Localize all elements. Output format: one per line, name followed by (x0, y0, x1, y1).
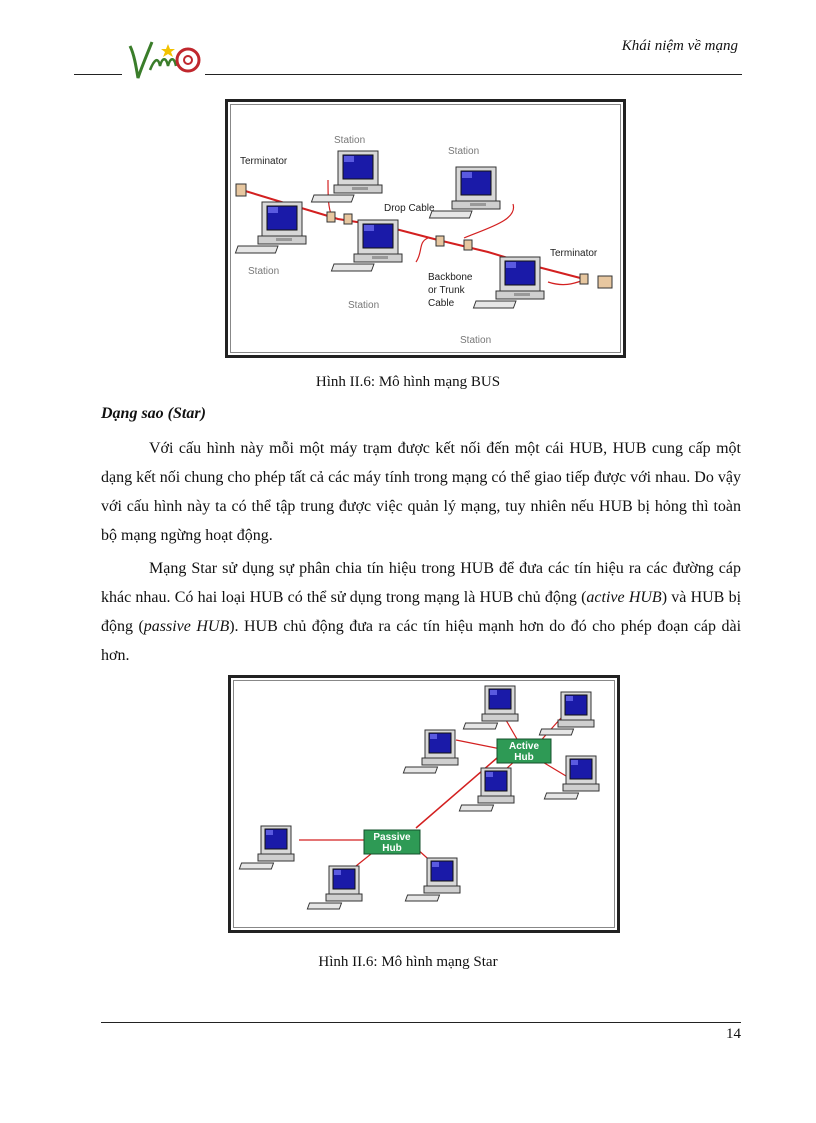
paragraph-1: Với cấu hình này mỗi một máy trạm được kết nối đến một cái HUB, HUB cung cấp một dạng kết nối chung cho phép tất cả các máy tính trong mạng có thể giao tiếp được với nhau. Do vậy với cấu hình này ta có thể tập trung được việc quản lý mạng, tuy nhiên nếu HUB bị hỏng thì toàn bộ mạng ngừng hoạt động. (101, 440, 741, 544)
logo (124, 34, 204, 84)
active-hub-label-1: Active (508, 741, 540, 752)
station-icon (429, 167, 500, 218)
section-heading: Dạng sao (Star) (101, 405, 206, 422)
station-icon (311, 151, 382, 202)
active-hub-label-2: Hub (514, 752, 534, 763)
passive-hub-label-1: Passive (373, 832, 411, 843)
computer-icon (544, 756, 599, 799)
bus-network-figure (225, 99, 626, 358)
computer-icon (239, 826, 294, 869)
computer-icon (539, 692, 594, 735)
station-icon (473, 257, 544, 308)
footer-rule (101, 1022, 741, 1023)
computer-icon (403, 730, 458, 773)
station-icon (235, 202, 306, 253)
header-title: Khái niệm về mạng (621, 38, 738, 54)
terminator-right-icon (598, 276, 612, 288)
terminator-left-icon (236, 184, 246, 196)
paragraph-2-text-b: ) và HUB bị động ( (101, 589, 742, 635)
computer-icon (459, 768, 514, 811)
paragraph-2 (101, 554, 741, 670)
figure-caption-star: Hình II.6: Mô hình mạng Star (318, 954, 498, 970)
header-rule-left (74, 74, 122, 75)
paragraph-2-em-active: active HUB (586, 589, 662, 606)
paragraph-2-text-a: Mạng Star sử dụng sự phân chia tín hiệu trong HUB để đưa các tín hiệu ra các đường cáp khác nhau. Có hai loại HUB có thể sử dụng trong mạng là HUB chủ động ( (101, 560, 741, 606)
terminator-right-label: Terminator (550, 248, 598, 259)
page-number: 14 (726, 1026, 741, 1042)
passive-hub-label-2: Hub (382, 843, 402, 854)
station-icon (331, 220, 402, 271)
computer-icon (307, 866, 362, 909)
star-network-figure (228, 675, 620, 933)
paragraph-2-em-passive: passive HUB (143, 618, 230, 635)
header-rule-right (205, 74, 742, 75)
backbone-label-1: Backbone (428, 272, 473, 283)
figure-caption-bus: Hình II.6: Mô hình mạng BUS (315, 374, 501, 390)
station-label: Station (334, 135, 366, 146)
station-label: Station (460, 335, 492, 346)
station-label: Station (448, 146, 480, 157)
drop-cable-label: Drop Cable (384, 203, 435, 214)
terminator-left-label: Terminator (240, 156, 288, 167)
paragraph-2-text-c: ). HUB chủ động đưa ra các tín hiệu mạnh hơn do đó cho phép đoạn cáp dài hơn. (101, 618, 742, 664)
computer-icon (405, 858, 460, 901)
station-label: Station (348, 300, 380, 311)
bus-diagram (228, 102, 623, 355)
station-label: Station (248, 266, 280, 277)
star-diagram (231, 678, 617, 930)
computer-icon (463, 686, 518, 729)
backbone-label-3: Cable (428, 298, 455, 309)
backbone-label-2: or Trunk (428, 285, 465, 296)
